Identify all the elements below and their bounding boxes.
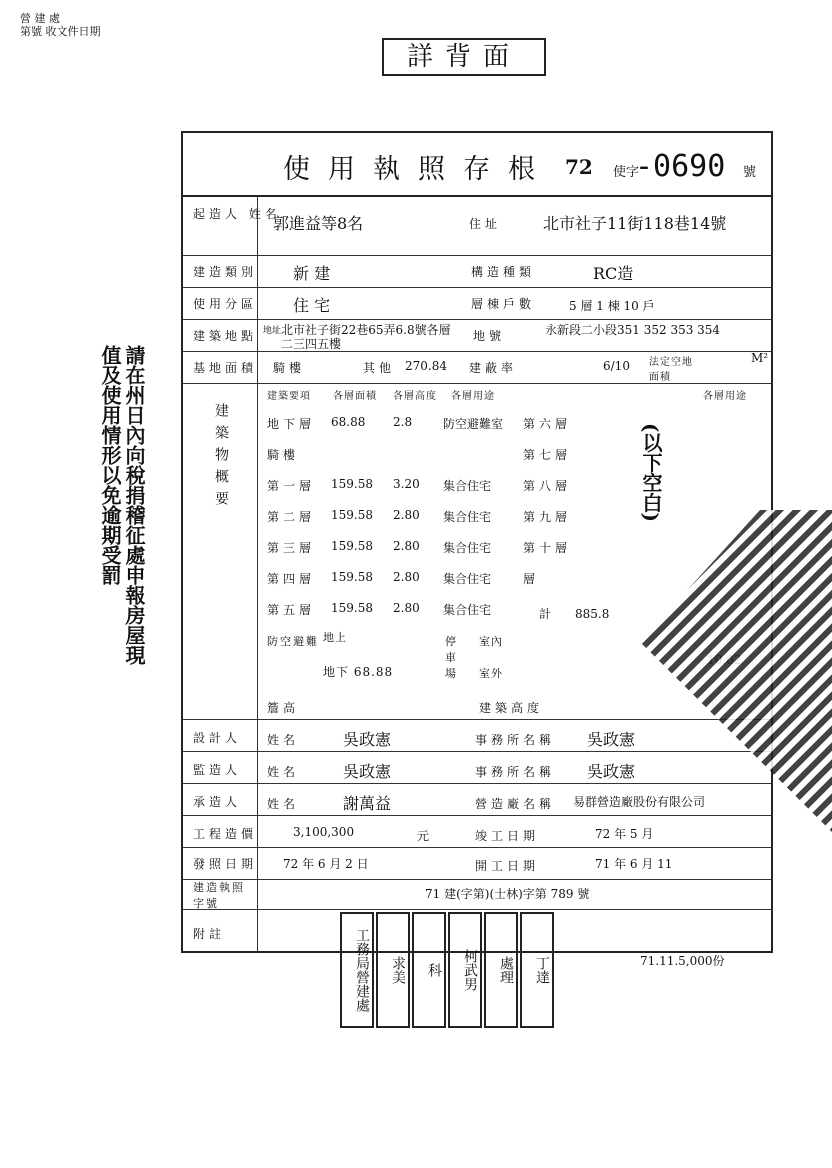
- supervisor-label: 監造人: [193, 763, 242, 777]
- permit-stub-form: [181, 131, 773, 953]
- lot-label: 地號: [473, 329, 506, 343]
- floor-name-right: 層: [523, 572, 540, 586]
- rule: [183, 319, 771, 320]
- applicant-label: 起造人 姓名: [193, 207, 281, 221]
- floor-name: 第三層: [267, 541, 316, 555]
- floor-name-right: 第九層: [523, 510, 572, 524]
- floor-use: 集合住宅: [443, 541, 492, 555]
- floor-name-right: 第八層: [523, 479, 572, 493]
- total-label: 計: [539, 607, 556, 621]
- site-value: 北市社子街22巷65弄6.8號各層二三四五樓: [281, 323, 451, 351]
- floor-area: 159.58: [331, 508, 373, 522]
- floor-name-right: 第六層: [523, 417, 572, 431]
- rule: [183, 847, 771, 848]
- use-zone-label: 使用分區: [193, 297, 258, 311]
- floor-height: 2.80: [393, 601, 420, 615]
- contractor-company-label: 營造廠名稱: [475, 797, 556, 811]
- shelter-above: 地上: [323, 631, 347, 644]
- cost-value: 3,100,300: [293, 825, 355, 839]
- designer-label: 設計人: [193, 731, 242, 745]
- arcade-label: 騎樓: [273, 361, 306, 375]
- col-item-label: 建築要項: [267, 391, 311, 402]
- building-section-label: 建築物概要: [213, 403, 229, 513]
- permit-number: -0690: [635, 149, 726, 184]
- rule: [183, 351, 771, 352]
- col-use-right-label: 各層用途: [703, 391, 747, 402]
- cost-label: 工程造價: [193, 827, 258, 841]
- supervisor-office: 吳政憲: [587, 762, 636, 781]
- approval-stamp: 處理: [484, 912, 518, 1028]
- remark-label: 附註: [193, 927, 226, 941]
- coverage-label: 建蔽率: [469, 361, 518, 375]
- floor-use: 集合住宅: [443, 572, 492, 586]
- title-row: [183, 133, 771, 197]
- use-zone-value: 住 宅: [293, 296, 331, 315]
- approval-stamp: 求美: [376, 912, 410, 1028]
- receipt-stamp: 第號 收文件日期: [20, 25, 101, 38]
- site-sub-label: 地址: [263, 326, 282, 336]
- designer-office-label: 事務所名稱: [475, 733, 556, 747]
- document-header-title: 詳背面: [382, 38, 546, 76]
- designer-name-label: 姓名: [267, 733, 300, 747]
- floor-area: 68.88: [331, 415, 366, 429]
- floors-value: 5 層 1 棟 10 戶: [569, 299, 655, 313]
- floor-name-right: 第七層: [523, 448, 572, 462]
- parking-indoor: 室內: [479, 635, 503, 648]
- left-marks: 營 建 處: [20, 12, 60, 25]
- build-type-value: 新 建: [293, 264, 331, 283]
- floor-height: 2.8: [393, 415, 413, 429]
- base-area-value: 270.84: [405, 359, 447, 373]
- approval-stamp: 工務局營建處: [340, 912, 374, 1028]
- col-use-label: 各層用途: [451, 391, 495, 402]
- rule: [183, 909, 771, 910]
- cost-unit: 元: [417, 829, 434, 843]
- floor-name: 第五層: [267, 603, 316, 617]
- base-area-label: 基地面積: [193, 361, 258, 375]
- floors-label: 層棟戶數: [471, 297, 536, 311]
- contractor-company: 易群營造廠股份有限公司: [573, 795, 706, 809]
- lot-value: 永新段二小段351 352 353 354: [545, 323, 721, 337]
- floor-area: 159.58: [331, 539, 373, 553]
- permit-suffix: 號: [743, 165, 757, 180]
- side-notice: 請在州日內向稅捐稽征處申報房屋現值及使用情形以免逾期受罰: [98, 345, 146, 665]
- floor-use: 集合住宅: [443, 479, 492, 493]
- blank-note: (以下空白): [639, 423, 663, 522]
- rule: [183, 879, 771, 880]
- floor-use: 集合住宅: [443, 603, 492, 617]
- form-footer: 71.11.5,000份: [640, 954, 725, 968]
- top-left-stamp: [20, 12, 270, 66]
- address-value: 北市社子11街118巷14號: [543, 214, 727, 233]
- col-area-label: 各層面積: [333, 391, 377, 402]
- other-label: 其他: [363, 361, 396, 375]
- contractor-name-label: 姓名: [267, 797, 300, 811]
- rule: [183, 383, 771, 384]
- start-label: 開工日期: [475, 859, 540, 873]
- rule: [183, 719, 771, 720]
- supervisor-office-label: 事務所名稱: [475, 765, 556, 779]
- rule: [183, 287, 771, 288]
- total-value: 885.8: [575, 607, 610, 621]
- permit-number-value: 71 建(字第)(士林)字第 789 號: [425, 887, 590, 901]
- building-height-label: 建築高度: [479, 701, 544, 715]
- floor-height: 2.80: [393, 539, 420, 553]
- floor-height: 2.80: [393, 508, 420, 522]
- rule: [183, 783, 771, 784]
- address-label: 住址: [469, 217, 502, 231]
- form-title: 使用執照存根: [283, 154, 553, 185]
- structure-label: 構造種類: [471, 265, 536, 279]
- floor-name: 第一層: [267, 479, 316, 493]
- unit-label: M²: [751, 351, 769, 365]
- coverage-value: 6/10: [603, 359, 630, 373]
- floor-area: 159.58: [331, 570, 373, 584]
- finish-value: 72 年 5 月: [595, 827, 654, 841]
- parking-outdoor: 室外: [479, 667, 503, 680]
- parking-label: 停車場: [445, 635, 457, 680]
- col-height-label: 各層高度: [393, 391, 437, 402]
- site-label: 建築地點: [193, 329, 258, 343]
- approval-stamp: 丁達: [520, 912, 554, 1028]
- rule: [183, 255, 771, 256]
- designer-name: 吳政憲: [343, 730, 392, 749]
- floor-name: 騎樓: [267, 448, 300, 462]
- floor-area: 159.58: [331, 477, 373, 491]
- permit-prefix: 使字: [613, 165, 640, 180]
- supervisor-name: 吳政憲: [343, 762, 392, 781]
- rule: [257, 195, 258, 951]
- permit-number-label: 建造執照字號: [193, 881, 245, 910]
- issue-label: 發照日期: [193, 857, 258, 871]
- build-type-label: 建造類別: [193, 265, 258, 279]
- floor-area: 159.58: [331, 601, 373, 615]
- shelter-label: 防空避難: [267, 635, 319, 648]
- issue-value: 72 年 6 月 2 日: [283, 857, 369, 871]
- contractor-label: 承造人: [193, 795, 242, 809]
- structure-value: RC造: [593, 264, 634, 283]
- eave-height-label: 簷高: [267, 701, 300, 715]
- approval-stamp: 科: [412, 912, 446, 1028]
- designer-office: 吳政憲: [587, 730, 636, 749]
- floor-name: 第二層: [267, 510, 316, 524]
- floor-name: 第四層: [267, 572, 316, 586]
- finish-label: 竣工日期: [475, 829, 540, 843]
- applicant-value: 郭進益等8名: [273, 214, 364, 233]
- contractor-name: 謝萬益: [343, 794, 392, 813]
- shelter-below: 地下 68.88: [323, 665, 394, 679]
- rule: [183, 815, 771, 816]
- floor-height: 3.20: [393, 477, 420, 491]
- floor-height: 2.80: [393, 570, 420, 584]
- approval-stamps: [340, 912, 560, 1028]
- permit-year: 72: [565, 155, 593, 179]
- floor-use: 集合住宅: [443, 510, 492, 524]
- start-value: 71 年 6 月 11: [595, 857, 673, 871]
- floor-name: 地下層: [267, 417, 316, 431]
- rule: [183, 751, 771, 752]
- floor-use: 防空避難室: [443, 417, 504, 431]
- legal-open-label: 法定空地面積: [649, 357, 693, 383]
- approval-stamp: 柯武男: [448, 912, 482, 1028]
- supervisor-name-label: 姓名: [267, 765, 300, 779]
- floor-name-right: 第十層: [523, 541, 572, 555]
